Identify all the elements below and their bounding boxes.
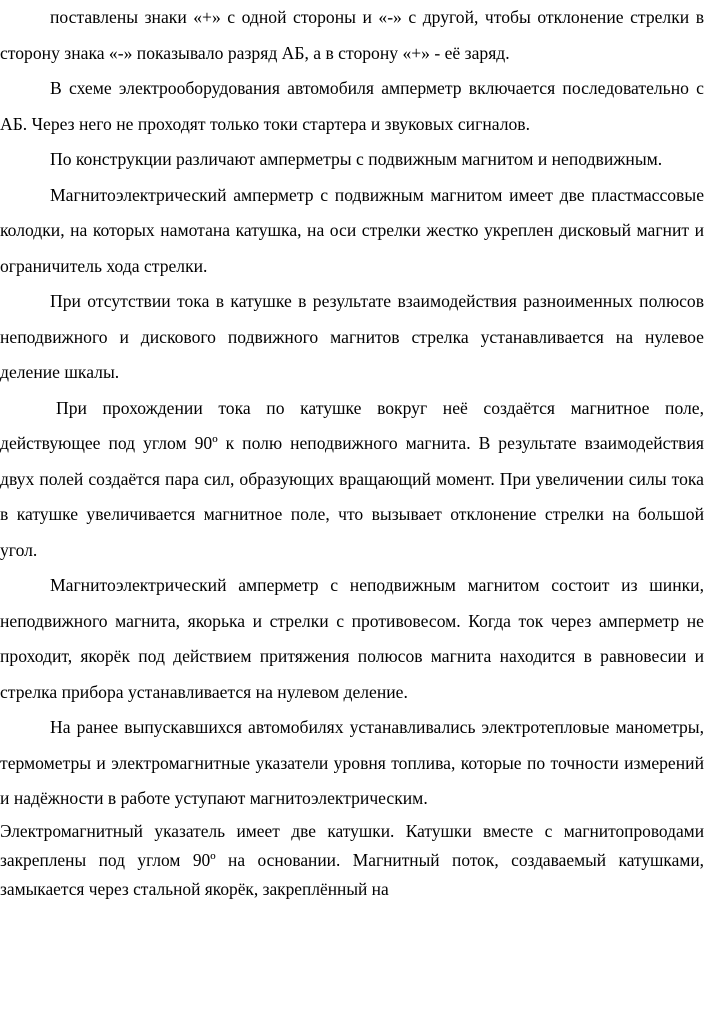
paragraph-4: Магнитоэлектрический амперметр с подвижным магнитом имеет две пластмассовые колодки, на которых намотана катушка, на оси стрелки жестко укреплен дисковый магнит и ограничитель хода стрелки. (0, 184, 704, 276)
paragraph-2: В схеме электрооборудования автомобиля амперметр включается последовательно с АБ. Через него не проходят только токи стартера и звуковых сигналов. (0, 78, 704, 134)
paragraph-6: При прохождении тока по катушке вокруг неё создаётся магнитное поле, действующее под углом 90º к полю неподвижного магнита. В результате взаимодействия двух полей создаётся пара сил, образующих вращающий момент. При увеличении силы тока в катушке увеличивается магнитное поле, что вызывает отклонение стрелки на большой угол. (0, 397, 704, 560)
paragraph-8: На ранее выпускавшихся автомобилях устанавливались электротепловые манометры, термометры и электромагнитные указатели уровня топлива, которые по точности измерений и надёжности в работе уступают магнитоэлектрическим. (0, 717, 704, 808)
paragraph-9: Электромагнитный указатель имеет две катушки. Катушки вместе с магнитопроводами закреплены под углом 90º на основании. Магнитный поток, создаваемый катушками, замыкается через стальной якорёк, закреплённый на (0, 820, 704, 899)
paragraph-5: При отсутствии тока в катушке в результате взаимодействия разноименных полюсов неподвижного и дискового подвижного магнитов стрелка устанавливается на нулевое деление шкалы. (0, 291, 704, 382)
paragraph-1: поставлены знаки «+» с одной стороны и «-» с другой, чтобы отклонение стрелки в сторону знака «-» показывало разряд АБ, а в сторону «+» - её заряд. (0, 7, 704, 63)
paragraph-3: По конструкции различают амперметры с подвижным магнитом и неподвижным. (50, 149, 663, 169)
paragraph-7: Магнитоэлектрический амперметр с неподвижным магнитом состоит из шинки, неподвижного магнита, якорька и стрелки с противовесом. Когда ток через амперметр не проходит, якорёк под действием притяжения полюсов магнита находится в равновесии и стрелка прибора устанавливается на нулевом деление. (0, 575, 704, 702)
